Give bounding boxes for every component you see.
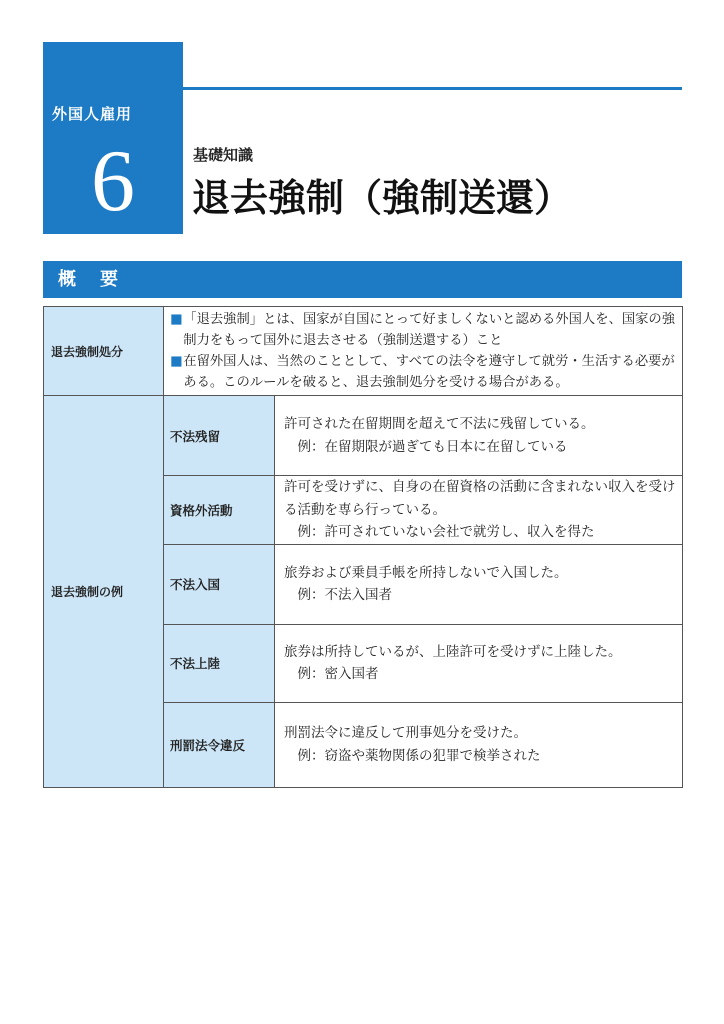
example-detail xyxy=(275,396,683,476)
example-description: 許可を受けずに、自身の在留資格の活動に含まれない収入を受ける活動を専ら行っている。 xyxy=(284,479,676,518)
example-detail xyxy=(275,624,683,702)
example-type: 刑罰法令違反 xyxy=(164,702,275,787)
chapter-category: 外国人雇用 xyxy=(52,105,133,123)
example-description: 旅券および乗員手帳を所持しないで入国した。 xyxy=(284,564,568,581)
point-text: 在留外国人は、当然のこととして、すべての法令を遵守して就労・生活する必要がある。このルールを破ると、退去強制処分を受ける場合がある。 xyxy=(183,354,675,390)
example-case: 例：在留期限が過ぎても日本に在留している xyxy=(297,438,568,455)
disposition-point xyxy=(170,351,679,393)
table-row-disposition xyxy=(44,307,683,396)
example-type: 不法上陸 xyxy=(164,624,275,702)
example-type: 資格外活動 xyxy=(164,476,275,545)
bullet-square-icon: ■ xyxy=(170,354,183,369)
examples-label: 退去強制の例 xyxy=(44,396,164,788)
example-case: 例：密入国者 xyxy=(297,666,379,682)
example-detail xyxy=(275,544,683,624)
example-detail xyxy=(275,476,683,545)
chapter-badge xyxy=(43,42,183,234)
header-rule xyxy=(183,87,682,90)
example-type: 不法入国 xyxy=(164,544,275,624)
example-description: 刑罰法令に違反して刑事処分を受けた。 xyxy=(284,725,527,741)
example-case: 例：窃盗や薬物関係の犯罪で検挙された xyxy=(297,747,541,764)
disposition-points xyxy=(164,307,683,396)
section-header xyxy=(43,261,682,298)
disposition-label: 退去強制処分 xyxy=(44,307,164,396)
example-case: 例：許可されていない会社で就労し、収入を得た xyxy=(297,524,595,540)
example-detail xyxy=(275,702,683,787)
table-row-example xyxy=(44,396,683,476)
example-description: 許可された在留期間を超えて不法に残留している。 xyxy=(284,416,595,432)
section-title: 概 要 xyxy=(58,269,121,290)
example-case: 例：不法入国者 xyxy=(297,587,392,603)
overview-table xyxy=(43,306,683,788)
page-subtitle: 基礎知識 xyxy=(193,146,254,164)
chapter-number: 6 xyxy=(91,133,135,230)
disposition-point xyxy=(170,309,679,351)
point-text: 「退去強制」とは、国家が自国にとって好ましくないと認める外国人を、国家の強制力をもって国外に退去させる（強制送還する）こと xyxy=(183,312,676,348)
example-type: 不法残留 xyxy=(164,396,275,476)
example-description: 旅券は所持しているが、上陸許可を受けずに上陸した。 xyxy=(284,643,622,660)
page-title: 退去強制（強制送還） xyxy=(192,176,573,220)
bullet-square-icon: ■ xyxy=(170,312,183,327)
